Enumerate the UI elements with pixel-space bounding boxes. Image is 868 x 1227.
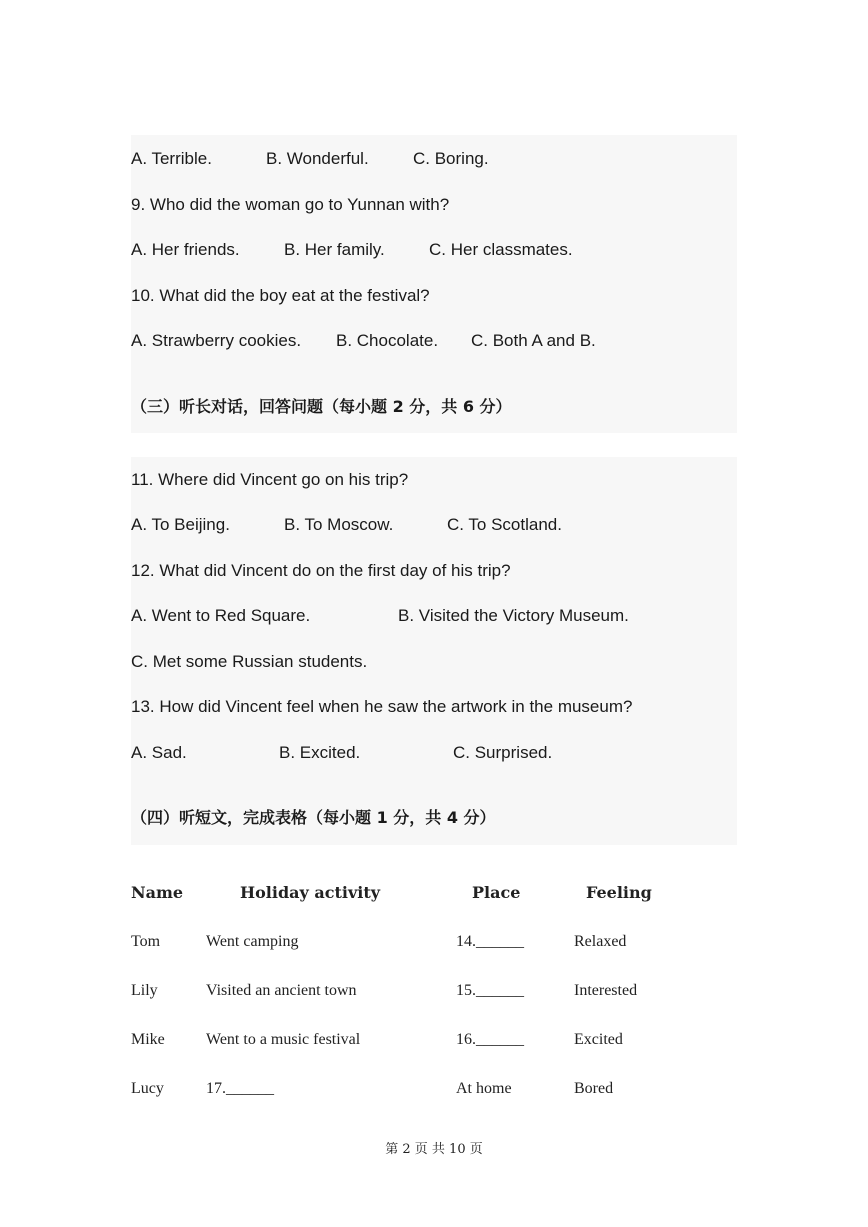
q10-option-a: A. Strawberry cookies. (131, 331, 302, 350)
q11-option-a: A. To Beijing. (131, 515, 230, 534)
q8-option-c: C. Boring. (413, 149, 489, 168)
cell-name: Lily (131, 982, 158, 999)
cell-place: 16.______ (456, 1031, 524, 1048)
cell-name: Mike (131, 1031, 165, 1048)
cell-activity: Visited an ancient town (206, 982, 357, 999)
shaded-block-1 (131, 135, 737, 433)
q11-question: 11. Where did Vincent go on his trip? (131, 470, 409, 489)
q9-option-a: A. Her friends. (131, 240, 240, 259)
q12-option-a: A. Went to Red Square. (131, 606, 311, 625)
q8-option-a: A. Terrible. (131, 149, 212, 168)
q13-option-b: B. Excited. (279, 743, 361, 762)
q8-option-b: B. Wonderful. (266, 149, 369, 168)
cell-activity: 17.______ (206, 1080, 274, 1097)
table-header-activity: Holiday activity (240, 883, 381, 902)
cell-activity: Went camping (206, 933, 299, 950)
table-header-name: Name (131, 883, 184, 902)
q9-option-b: B. Her family. (284, 240, 385, 259)
q9-option-c: C. Her classmates. (429, 240, 573, 259)
table-header-feeling: Feeling (586, 883, 652, 902)
section4-heading: （四）听短文，完成表格（每小题 1 分，共 4 分） (131, 808, 496, 827)
q10-question: 10. What did the boy eat at the festival? (131, 286, 430, 305)
cell-place: 15.______ (456, 982, 524, 999)
q12-question: 12. What did Vincent do on the first day of his trip? (131, 561, 511, 580)
q13-option-c: C. Surprised. (453, 743, 553, 762)
page-footer: 第 2 页 共 10 页 (385, 1142, 483, 1157)
cell-feeling: Relaxed (574, 933, 627, 950)
cell-name: Lucy (131, 1080, 164, 1097)
q12-option-b: B. Visited the Victory Museum. (398, 606, 629, 625)
cell-feeling: Interested (574, 982, 638, 999)
q12-option-c: C. Met some Russian students. (131, 652, 368, 671)
cell-place: At home (456, 1080, 512, 1097)
cell-activity: Went to a music festival (206, 1031, 361, 1048)
table-header-place: Place (472, 883, 521, 902)
q13-question: 13. How did Vincent feel when he saw the artwork in the museum? (131, 697, 633, 716)
q11-option-c: C. To Scotland. (447, 515, 562, 534)
cell-place: 14.______ (456, 933, 524, 950)
q10-option-b: B. Chocolate. (336, 331, 439, 350)
cell-feeling: Bored (574, 1080, 614, 1097)
q9-question: 9. Who did the woman go to Yunnan with? (131, 195, 450, 214)
q10-option-c: C. Both A and B. (471, 331, 596, 350)
q11-option-b: B. To Moscow. (284, 515, 394, 534)
cell-feeling: Excited (574, 1031, 623, 1048)
q13-option-a: A. Sad. (131, 743, 187, 762)
cell-name: Tom (131, 933, 161, 950)
section3-heading: （三）听长对话，回答问题（每小题 2 分，共 6 分） (131, 397, 512, 416)
